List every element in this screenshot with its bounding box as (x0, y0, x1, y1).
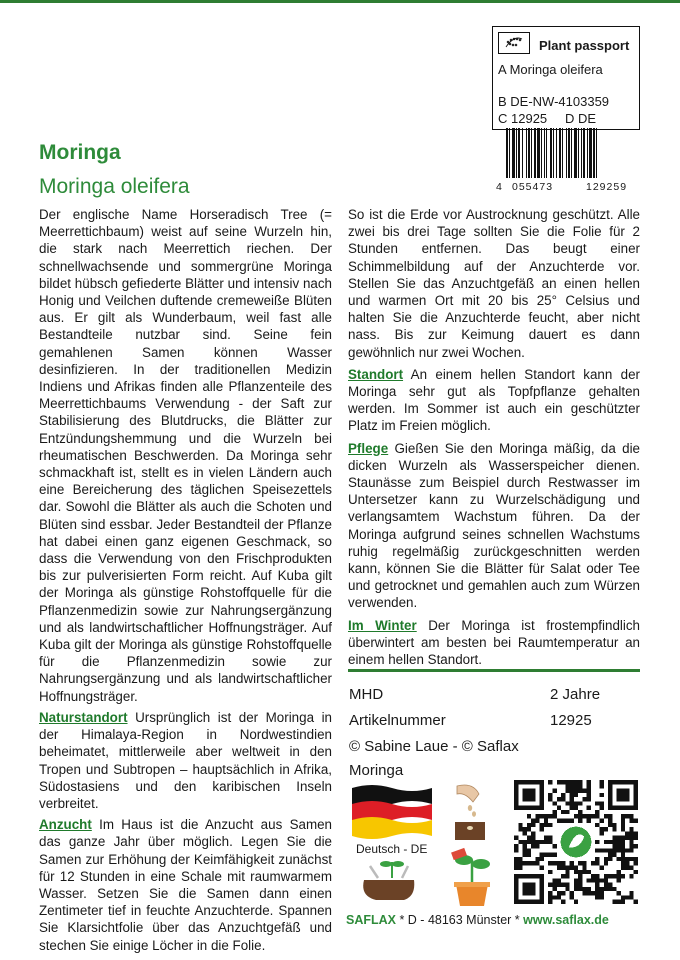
pflege-section (348, 440, 640, 612)
footer-address: * D - 48163 Münster * (396, 913, 524, 927)
page-subtitle: Moringa oleifera (39, 175, 190, 198)
article-number-value: 12925 (550, 712, 592, 729)
pflege-heading: Pflege (348, 440, 389, 456)
passport-header: Plant passport (539, 38, 630, 53)
passport-a: A Moringa oleifera (498, 62, 603, 77)
anzucht-text: Im Haus ist die Anzucht aus Samen das ganze Jahr über möglich. Legen Sie die Samen zur Erhöhung der Keimfähigkeit zunächst für 12 Stunden in eine Schale mit raumwarmem Wasser. Setzen Sie die Samen dann einen Zentimeter tief in feuchte Anzuchterde. Spannen Sie Klarsichtfolie über das Anzuchtgefäß und stechen Sie einige Löcher in die Folie. (39, 817, 332, 953)
article-number-label: Artikelnummer (349, 712, 446, 729)
passport-d: D DE (565, 111, 597, 126)
product-name: Moringa (349, 762, 404, 779)
seedling-pot-icon (444, 846, 500, 908)
anzucht-section (39, 816, 332, 954)
passport-c: C 12925 (498, 111, 548, 126)
winter-text: Der Moringa ist frostempfindlich überwintert am besten bei Raumtemperatur an einem hellen Standort. (348, 617, 640, 668)
standort-section (348, 366, 640, 435)
barcode (494, 128, 640, 178)
passport-b: B DE-NW-4103359 (498, 94, 610, 109)
mhd-value: 2 Jahre (550, 686, 601, 703)
right-column (348, 206, 640, 672)
left-column (39, 206, 332, 958)
intro-text: Der englische Name Horseradisch Tree (= Meerrettichbaum) weist auf seine Wurzeln hin, die stark nach Meerrettich riechen. Der schnellwachsende und sommergrüne Moringa bildet hübsch gefiederte Blätter und intensiv nach Honig und Veilchen duftende cremeweiße Blüten aus. Er gilt als Wunderbaum, weil fast alle Bestandteile nutzbar sind. Seine fein gemahlenen Samen können Wasser desinfizieren. In der traditionellen Medizin Indiens und Afrikas finden alle Pflanzenteile des Meerrettichbaums Verwendung - der Saft zur Stabilisierung des Blutdrucks, die Blätter zur Entzündungshemmung und die Wurzeln bei rheumatischen Beschwerden. Da Moringa sehr schmackhaft ist, stellt es in vielen Ländern auch eine Bereicherung des täglichen Speisezettels dar. Sowohl die Blätter als auch die Schoten und Blüten sind essbar. Jeder Bestandteil der Pflanze hat dabei einen ganz eigenen Geschmack, so dass die Verwendung von den Frischprodukten bis zur pulverisierten Form reicht. Auf Kuba gilt der Moringa als günstige Rohstoffquelle für die Pflanzenmedizin sowie zur Nahrungsergänzung und als landwirtschaftlicher Hoffnungsträger. Auf Kuba gilt der Moringa als günstige Rohstoffquelle für die Pflanzenmedizin sowie zur Nahrungsergänzung und als landwirtschaftlicher Hoffnungsträger. (39, 207, 332, 704)
footer (346, 913, 609, 927)
plant-passport (492, 26, 640, 130)
pflege-text: Gießen Sie den Moringa mäßig, da die dicken Wurzeln als Wasserspeicher dienen. Staunässe zum Beispiel durch Restwasser im Untersetzer kann zu Wurzelschädigung und verlangsamtem Wachstum führen. Da der Moringa aufgrund seines schnellen Wachstums ruhig regelmäßig zurückgeschnitten werden kann, können Sie die Blätter für Salat oder Tee und getrocknet und gemahlen auch zum Würzen verwenden. (348, 440, 640, 611)
naturstandort-text: Ursprünglich ist der Moringa in der Himalaya-Region in Nordwestindien beheimatet, mittlerweile aber weltweit in den Tropen und Subtropen – hauptsächlich in Afrika, Südostasiens und den karibischen Inseln verbreitet. (39, 709, 332, 811)
flag-label: Deutsch - DE (356, 842, 428, 856)
page-title: Moringa (39, 141, 121, 164)
naturstandort-section (39, 709, 332, 812)
meta-divider (348, 669, 640, 672)
germany-flag-icon (352, 784, 432, 840)
mhd-label: MHD (349, 686, 384, 703)
barcode-digit-1: 4 (496, 181, 502, 193)
top-rule (0, 0, 680, 3)
standort-heading: Standort (348, 366, 404, 382)
standort-text: An einem hellen Standort kann der Moringa sehr gut als Topfpflanze gehalten werden. Im Sommer ist auch ein geschützter Platz im Freien möglich. (348, 366, 640, 434)
anzucht-heading: Anzucht (39, 817, 92, 833)
seed-sowing-icon (443, 782, 497, 842)
barcode-digit-2: 055473 (512, 181, 554, 193)
barcode-digit-3: 129259 (586, 181, 628, 193)
seedling-sowing-icon (356, 856, 426, 906)
winter-heading: Im Winter (348, 617, 417, 633)
winter-section (348, 617, 640, 669)
footer-website-link[interactable]: www.saflax.de (523, 913, 609, 927)
copyright: © Sabine Laue - © Saflax (349, 738, 519, 755)
eu-organic-leaf-icon (498, 32, 530, 54)
naturstandort-heading: Naturstandort (39, 709, 128, 725)
footer-brand: SAFLAX (346, 913, 396, 927)
qr-code-icon (514, 780, 638, 904)
anzucht-continued: So ist die Erde vor Austrocknung geschützt. Alle zwei bis drei Tage sollten Sie die Folie für 2 Stunden entfernen. Das beugt einer Schimmelbildung auf der Anzuchterde vor. Stellen Sie das Anzuchtgefäß an einen hellen und warmen Ort mit 20 bis 25° Celsius und halten Sie die Anzuchterde feucht, aber nicht nass. Bis zur Keimung dauert es dann gewöhnlich nur zwei Wochen. (348, 207, 640, 360)
